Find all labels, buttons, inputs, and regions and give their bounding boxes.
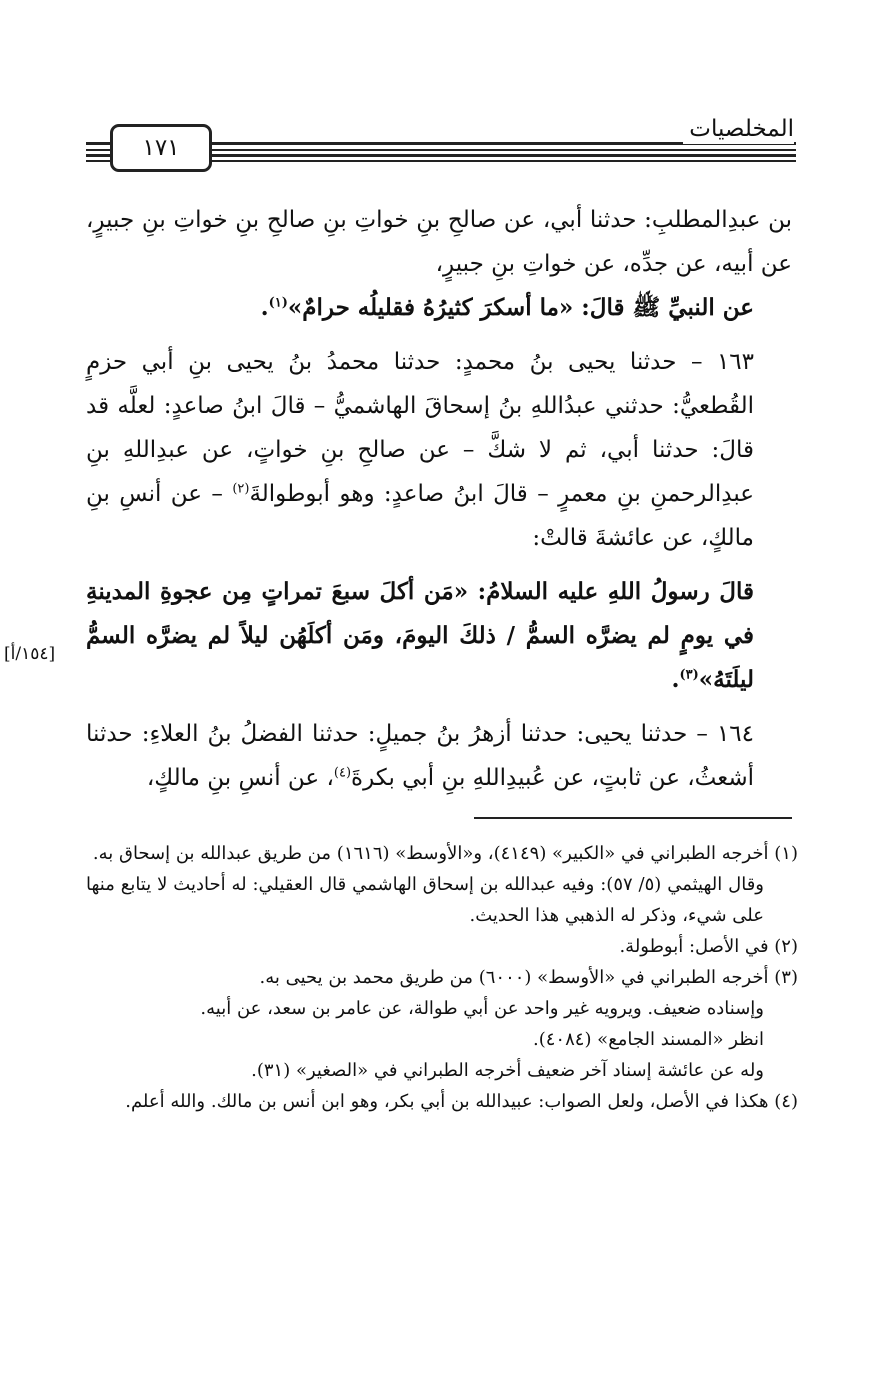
- footnotes: [86, 838, 798, 1117]
- hadith-text: قالَ رسولُ اللهِ عليه السلامُ: «مَن أكلَ سبعَ تمراتٍ مِن عجوةِ المدينةِ في يومٍ لم يضرَّه السمُّ / ذلكَ اليومَ، ومَن أكلَهُن ليلاً لم يضرَّه السمُّ ليلَتَهُ»: [86, 578, 754, 693]
- footnote-1-continued: وقال الهيثمي (٥/ ٥٧): وفيه عبدالله بن إسحاق الهاشمي قال العقيلي: له أحاديث لا يتابع منها على شيء، وذكر له الذهبي هذا الحديث.: [86, 874, 764, 926]
- isnad-text: ، عن أنسِ بنِ مالكٍ،: [146, 765, 334, 791]
- footnote-4: (٤) هكذا في الأصل، ولعل الصواب: عبيدالله بن أبي بكر، وهو ابن أنس بن مالك. والله أعلم.: [125, 1091, 798, 1112]
- hadith-text: عن النبيِّ ﷺ قالَ: «ما أسكرَ كثيرُهُ فقليلُه حرامٌ»: [287, 294, 754, 321]
- isnad-text: ١٦٤ – حدثنا يحيى: حدثنا أزهرُ بنُ جميلٍ: حدثنا الفضلُ بنُ العلاءِ: حدثنا أشعثُ، عن ثابتٍ، عن عُبيدِاللهِ بنِ أبي بكرةَ: [86, 721, 754, 791]
- isnad-text: – عن أنسِ بنِ مالكٍ، عن عائشةَ قالتْ:: [86, 481, 754, 551]
- footnote-1: (١) أخرجه الطبراني في «الكبير» (٤١٤٩)، و«الأوسط» (١٦١٦) من طريق عبدالله بن إسحاق به.: [92, 843, 798, 864]
- text-line: جبيرٍ، عن أبيه، عن جدِّه، عن خواتِ بنِ جبيرٍ،: [86, 207, 792, 277]
- footnote-ref[interactable]: (٢): [232, 481, 250, 497]
- hadith-163-matn: قالَ رسولُ اللهِ عليه السلامُ: «مَن أكلَ سبعَ تمراتٍ مِن عجوةِ المدينةِ في يومٍ لم يضرَّه السمُّ / ذلكَ اليومَ، ومَن أكلَهُن ليلاً لم يضرَّه السمُّ ليلَتَهُ»$^{(٣)}$.: [86, 578, 754, 693]
- hadith-matn-1: عن النبيِّ ﷺ قالَ: «ما أسكرَ كثيرُهُ فقليلُه حرامٌ»$^{(١)}$.: [260, 294, 754, 321]
- text-line: بن عبدِالمطلبِ: حدثنا أبي، عن صالحِ بنِ خواتِ بنِ صالحِ بنِ خواتِ بنِ: [141, 207, 792, 233]
- footnote-ref[interactable]: (٣): [679, 667, 699, 683]
- main-text: [86, 198, 792, 800]
- footnote-2: (٢) في الأصل: أبوطولة.: [619, 936, 798, 957]
- page-number: ١٧١: [110, 124, 212, 172]
- footnote-separator: [474, 817, 792, 819]
- footnote-ref[interactable]: (١): [268, 295, 288, 311]
- manuscript-folio-marker: [١٥٤/أ]: [4, 644, 56, 664]
- paragraph-isnad-continuation: [86, 198, 792, 286]
- isnad-text: ١٦٣ – حدثنا يحيى بنُ محمدٍ: حدثنا محمدُ بنُ يحيى بنِ أبي حزمٍ القُطعيُّ: حدثني عبدُاللهِ بنُ إسحاقَ الهاشميُّ – قالَ ابنُ صاعدٍ: لعلَّه قد قالَ: حدثنا أبي، ثم لا شكَّ – عن صالحِ بنِ خواتٍ، عن عبدِاللهِ بنِ عبدِالرحمنِ بنِ معمرٍ – قالَ ابنُ صاعدٍ: وهو أبوطوالةَ: [86, 349, 755, 507]
- hadith-164-isnad: [86, 712, 792, 800]
- running-title: المخلصيات: [683, 114, 794, 144]
- footnote-3-continued: وإسناده ضعيف. ويرويه غير واحد عن أبي طوالة، عن عامر بن سعد، عن أبيه.: [200, 998, 764, 1019]
- footnote-3: (٣) أخرجه الطبراني في «الأوسط» (٦٠٠٠) من طريق محمد بن يحيى به.: [259, 967, 798, 988]
- footnote-3-continued: انظر «المسند الجامع» (٤٠٨٤).: [533, 1029, 764, 1050]
- footnote-3-continued: وله عن عائشة إسناد آخر ضعيف أخرجه الطبراني في «الصغير» (٣١).: [251, 1060, 764, 1081]
- footnote-ref[interactable]: (٤): [333, 765, 352, 781]
- page-header: [86, 112, 796, 172]
- hadith-163-isnad: [86, 340, 792, 560]
